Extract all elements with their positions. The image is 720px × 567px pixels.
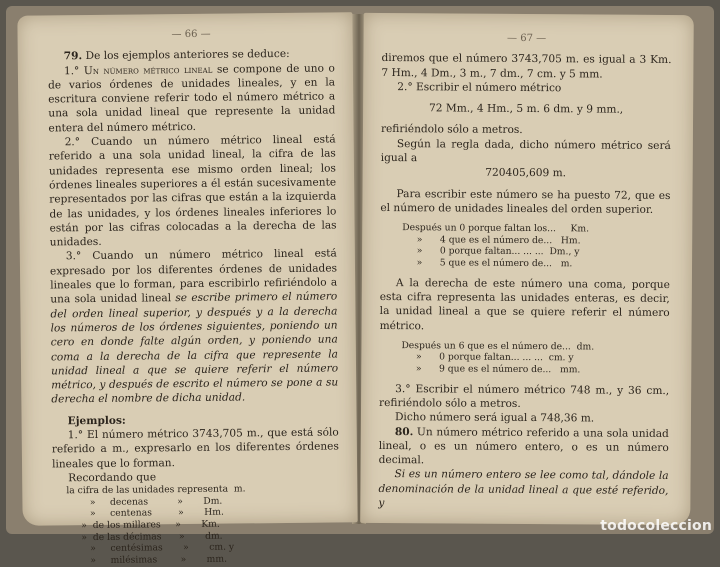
section-80-text: Un número métrico referido a una sola unidad lineal, o es un número entero, o es un número decimal. <box>378 425 669 467</box>
units-table-row: » de los millares » Km. <box>66 518 220 532</box>
rule-2: 2.° Cuando un número métrico lineal está referido a una sola unidad lineal, la cifra de las unidades representa ese mismo orden lineal; los órdenes lineales superiores a él están sucesivamente representados por las cifras que están a la izquierda de las unidades, y los órdenes lineales inferiores lo están por las cifras colocadas a la derecha de las unidades. <box>48 133 337 249</box>
example-1: 1.° El número métrico 3743,705 m., que está sólo referido a m., expresarlo en los diferentes órdenes lineales que lo forman. <box>51 426 339 471</box>
example-2: 2.° Escribir el número métrico <box>397 80 562 95</box>
section-80 <box>379 424 669 469</box>
example-3-result: Dicho número será igual a 748,36 m. <box>394 411 595 425</box>
digits-table-row: » 4 que es el número de... Hm. <box>402 233 581 247</box>
units-table <box>66 483 340 567</box>
units-table-row: » centenas » Hm. <box>66 507 224 520</box>
digits-table-row: Después un 0 porque faltan los... Km. <box>402 222 590 235</box>
digits-table-row: Después un 6 que es el número de... dm. <box>401 339 595 353</box>
example-2-rule: Según la regla dada, dicho número métrico será igual a <box>380 137 671 165</box>
units-table-row: » milésimas » mm. <box>66 553 228 567</box>
rule-1-lead: 1.° Un número métrico lineal <box>63 63 213 77</box>
units-table-row: » de las décimas » dm. <box>66 530 223 543</box>
digits-table-row: » 5 que es el número de... m. <box>402 257 573 270</box>
units-table-row: » decenas » Dm. <box>66 495 223 509</box>
digits-table-integer <box>402 222 670 270</box>
units-table-row: la cifra de las unidades representa m. <box>66 483 246 497</box>
digits-table-decimal <box>401 340 669 377</box>
right-page-content <box>378 31 671 512</box>
example-1-answer: diremos que el número 3743,705 m. es igual a 3 Km. 7 Hm., 4 Dm., 3 m., 7 dm., 7 cm. y 5 mm. <box>381 52 672 81</box>
section-80-number: 80. <box>394 425 414 438</box>
left-page-number: — 66 — <box>171 28 211 41</box>
comma-explanation: A la derecha de este número una coma, porque esta cifra representa las unidades enteras, es decir, la unidad lineal a que se quiere referir el número métrico. <box>379 276 670 332</box>
rule-3-italic: se escribe primero el número del orden lineal superior, y después y a la derecha los números de los órdenes siguientes, poniendo un cero en donde falte algún orden, y poniendo una coma a la derecha de la cifra que represente la unidad lineal a que se quiere referir el número métrico, y después de escrito el número se pone a su derecha el nombre de dicha unidad. <box>50 290 339 406</box>
rule-3 <box>50 247 339 407</box>
example-2-instruction: refiriéndolo sólo a metros. <box>380 123 523 137</box>
section-79-text: De los ejemplos anteriores se deduce: <box>85 48 290 63</box>
section-80-continuation: Si es un número entero se lee como tal, dándole la denominación de la unidad lineal a que esté referido, y <box>378 468 669 509</box>
section-79-number: 79. <box>63 50 83 63</box>
example-3: 3.° Escribir el número métrico 748 m., y 36 cm., refiriéndolo sólo a metros. <box>379 382 670 410</box>
examples-title: Ejemplos: <box>67 414 126 427</box>
right-page-number: — 67 — <box>507 32 547 45</box>
rule-1-text: se compone de uno o de varios órdenes de unidades lineales, y en la escritura conviene referir todo el número métrico a una sola unidad lineal que represente la unidad entera del número métrico. <box>48 62 336 135</box>
right-page <box>360 13 694 525</box>
rule-3-text: 3.° Cuando un número métrico lineal está expresado por los diferentes órdenes de unidades lineales que lo forman, para escribirlo refiriéndolo a una sola unidad lineal <box>49 247 338 306</box>
left-page-content <box>47 26 340 566</box>
example-2-result: 720405,609 m. <box>485 167 567 180</box>
digits-table-row: » 9 que es el número de... mm. <box>401 363 581 376</box>
digits-table-row: » 0 porque faltan... ... ... cm. y <box>401 351 574 364</box>
example-2-explanation: Para escribir este número se ha puesto 72, que es el número de unidades lineales del orden superior. <box>380 187 671 216</box>
recordando-line: Recordando que <box>68 471 157 485</box>
example-2-number: 72 Mm., 4 Hm., 5 m. 6 dm. y 9 mm., <box>428 102 624 116</box>
units-table-row: » centésimas » cm. y <box>66 541 235 555</box>
watermark-logo: todocoleccion <box>600 518 712 534</box>
digits-table-row: » 0 porque faltan... ... ... Dm., y <box>402 245 580 258</box>
rule-1 <box>48 61 336 135</box>
left-page <box>17 12 357 567</box>
